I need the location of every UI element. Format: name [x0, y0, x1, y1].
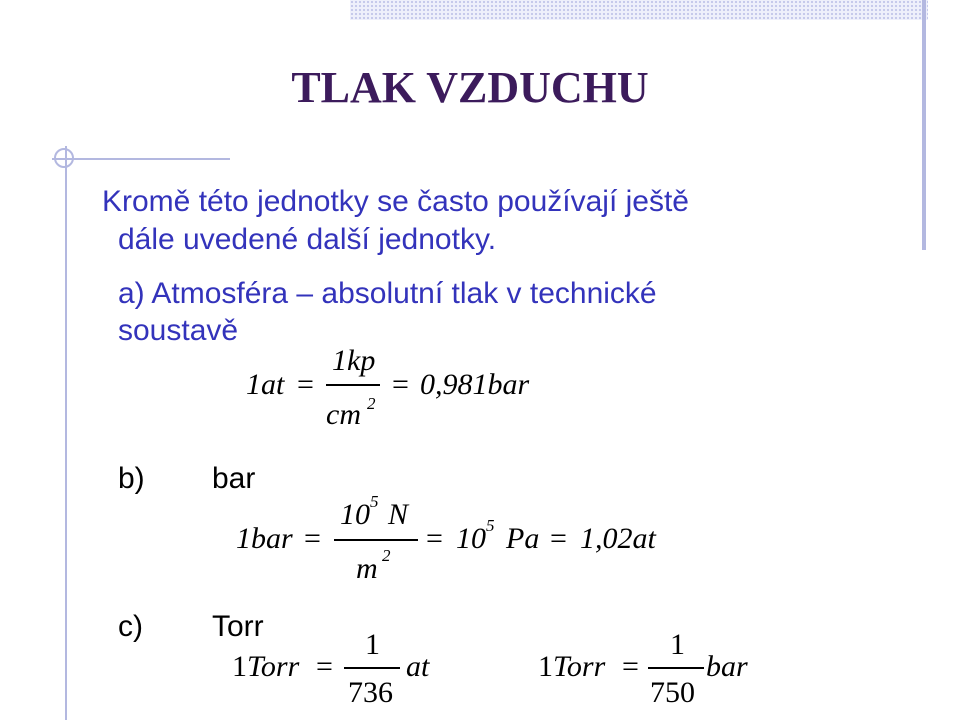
- formula-torr-bar-fraction-line: [648, 667, 704, 669]
- formula-torr-bar-numerator: 1: [670, 628, 685, 661]
- formula-torr-at-unit: at: [406, 650, 430, 683]
- decorative-horizontal-rule: [52, 158, 230, 160]
- formula-at-rhs: 0,981bar: [420, 368, 530, 401]
- intro-line-2: dále uvedené další jednotky.: [118, 223, 497, 256]
- formula-bar-rhs: 1,02at: [580, 522, 656, 555]
- formula-torr-at-lhs-one: 1: [232, 650, 247, 683]
- item-c-label: c): [118, 610, 143, 643]
- formula-bar-equals-3: =: [550, 522, 567, 555]
- item-a-line-1: a) Atmosféra – absolutní tlak v technické: [118, 277, 657, 310]
- item-b-name: bar: [212, 462, 256, 495]
- formula-bar-numerator-exponent: 5: [370, 492, 379, 511]
- formula-at-equals-1: =: [297, 368, 314, 401]
- item-a-line-2: soustavě: [118, 314, 239, 347]
- formula-bar-equals-2: =: [426, 522, 443, 555]
- decorative-ring-icon: [54, 148, 74, 168]
- slide-title: TLAK VZDUCHU: [291, 63, 649, 112]
- formula-bar-denominator-exponent: 2: [382, 546, 391, 565]
- formula-at-fraction-line: [326, 384, 380, 386]
- formula-bar-numerator-unit: N: [388, 498, 409, 531]
- formula-bar-mid-value: 10: [456, 522, 486, 555]
- formula-torr-at-equals: =: [316, 650, 333, 683]
- formula-at-denominator: cm: [326, 398, 361, 431]
- formula-torr-bar-unit: bar: [706, 650, 748, 683]
- formula-torr-bar-lhs-unit: Torr: [553, 650, 606, 683]
- formula-bar-equals-1: =: [304, 522, 321, 555]
- formula-torr-bar-equals: =: [622, 650, 639, 683]
- intro-line-1: Kromě této jednotky se často používají ještě: [102, 185, 689, 218]
- formula-at-denominator-exponent: 2: [367, 394, 376, 413]
- formula-torr-at-lhs-unit: Torr: [247, 650, 300, 683]
- formula-torr-at-numerator: 1: [365, 628, 380, 661]
- formula-bar-mid-exponent: 5: [486, 516, 495, 535]
- formula-at-equals-2: =: [392, 368, 409, 401]
- formula-bar-denominator: m: [356, 552, 378, 585]
- formula-torr-bar-lhs-one: 1: [538, 650, 553, 683]
- item-b-label: b): [118, 462, 145, 495]
- decorative-vertical-bar: [922, 0, 926, 250]
- formula-at-lhs: 1at: [246, 368, 285, 401]
- decorative-pattern-band: [350, 0, 928, 20]
- formula-torr-bar-denominator: 750: [650, 676, 695, 709]
- formula-bar-mid-unit: Pa: [506, 522, 540, 555]
- formula-bar-numerator: 10: [340, 498, 370, 531]
- formula-bar-fraction-line: [334, 539, 418, 541]
- formula-at-numerator: 1kp: [332, 344, 376, 377]
- item-c-name: Torr: [212, 610, 264, 643]
- formula-torr-at-denominator: 736: [348, 676, 393, 709]
- decorative-vertical-rule: [65, 146, 67, 720]
- formula-bar-lhs: 1bar: [236, 522, 293, 555]
- formula-torr-at-fraction-line: [344, 667, 400, 669]
